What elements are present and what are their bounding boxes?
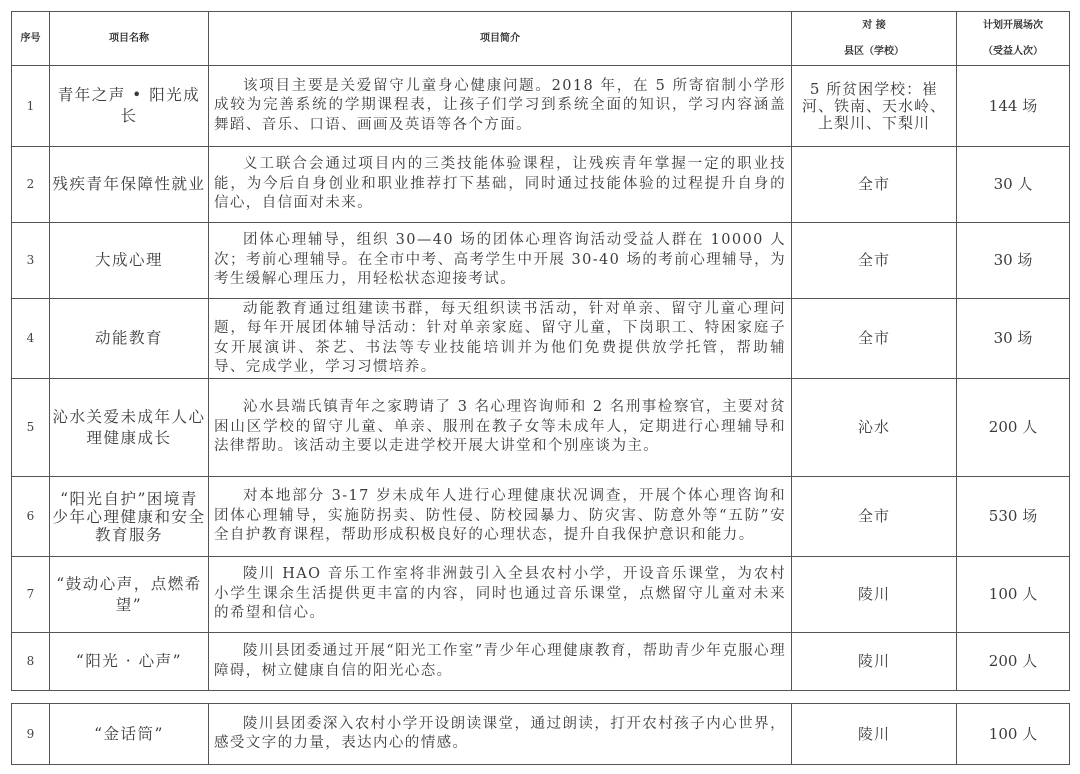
row-count: 200 人 bbox=[957, 379, 1070, 477]
header-region-line2: 县区（学校） bbox=[844, 45, 904, 57]
table-row bbox=[12, 557, 1070, 633]
row-name: “阳光 · 心声” bbox=[50, 633, 209, 691]
row-name: “金话筒” bbox=[50, 704, 209, 765]
row-count: 144 场 bbox=[957, 66, 1070, 147]
row-region: 沁水 bbox=[792, 379, 957, 477]
row-region: 陵川 bbox=[792, 704, 957, 765]
row-description: 动能教育通过组建读书群，每天组织读书活动，针对单亲、留守儿童心理问题，每年开展团体辅导活动：针对单亲家庭、留守儿童，下岗职工、特困家庭子女开展演讲、茶艺、书法等专业技能培训并为他们免费提供放学托管，帮助辅导、完成学业，学习习惯培养。 bbox=[209, 299, 792, 379]
row-description: 义工联合会通过项目内的三类技能体验课程，让残疾青年掌握一定的职业技能，为今后自身创业和职业推荐打下基础，同时通过技能体验的过程提升自身的信心，自信面对未来。 bbox=[209, 147, 792, 223]
row-index: 5 bbox=[12, 379, 50, 477]
row-count: 30 场 bbox=[957, 299, 1070, 379]
row-description: 对本地部分 3-17 岁未成年人进行心理健康状况调查，开展个体心理咨询和团体心理辅导，实施防拐卖、防性侵、防校园暴力、防灾害、防意外等“五防”安全自护教育课程，帮助形成积极良好的心理状态，提升自我保护意识和能力。 bbox=[209, 477, 792, 557]
row-region: 全市 bbox=[792, 223, 957, 299]
table-row bbox=[12, 704, 1070, 765]
header-description: 项目简介 bbox=[209, 12, 792, 66]
table-row bbox=[12, 147, 1070, 223]
header-region-line1: 对 接 bbox=[862, 19, 886, 31]
row-name: 动能教育 bbox=[50, 299, 209, 379]
table-row bbox=[12, 223, 1070, 299]
row-index: 7 bbox=[12, 557, 50, 633]
row-index: 1 bbox=[12, 66, 50, 147]
row-description: 团体心理辅导，组织 30—40 场的团体心理咨询活动受益人群在 10000 人次；考前心理辅导。在全市中考、高考学生中开展 30-40 场的考前心理辅导，为考生缓解心理压力，用轻松状态迎接考试。 bbox=[209, 223, 792, 299]
header-count-line2: （受益人次） bbox=[983, 45, 1043, 57]
row-index: 8 bbox=[12, 633, 50, 691]
row-name: “阳光自护”困境青少年心理健康和安全教育服务 bbox=[50, 477, 209, 557]
row-count: 30 场 bbox=[957, 223, 1070, 299]
row-name: 沁水关爱未成年人心理健康成长 bbox=[50, 379, 209, 477]
row-name: 青年之声 • 阳光成长 bbox=[50, 66, 209, 147]
row-region: 5 所贫困学校：崔河、铁南、天水岭、上梨川、下梨川 bbox=[792, 66, 957, 147]
row-index: 4 bbox=[12, 299, 50, 379]
row-index: 6 bbox=[12, 477, 50, 557]
row-description: 该项目主要是关爱留守儿童身心健康问题。2018 年，在 5 所寄宿制小学形成较为完善系统的学期课程表，让孩子们学习到系统全面的知识，学习内容涵盖舞蹈、音乐、口语、画画及英语等各个方面。 bbox=[209, 66, 792, 147]
header-count-line1: 计划开展场次 bbox=[983, 19, 1043, 31]
row-description: 陵川 HAO 音乐工作室将非洲鼓引入全县农村小学，开设音乐课堂，为农村小学生课余生活提供更丰富的内容，同时也通过音乐课堂，点燃留守儿童对未来的希望和信心。 bbox=[209, 557, 792, 633]
header-name: 项目名称 bbox=[50, 12, 209, 66]
row-count: 530 场 bbox=[957, 477, 1070, 557]
row-count: 30 人 bbox=[957, 147, 1070, 223]
table-header-row bbox=[12, 12, 1070, 66]
row-region: 全市 bbox=[792, 147, 957, 223]
project-table-continued bbox=[11, 703, 1070, 765]
row-index: 3 bbox=[12, 223, 50, 299]
row-count: 200 人 bbox=[957, 633, 1070, 691]
table-row bbox=[12, 299, 1070, 379]
row-region: 全市 bbox=[792, 477, 957, 557]
row-index: 2 bbox=[12, 147, 50, 223]
row-description: 陵川县团委深入农村小学开设朗读课堂，通过朗读，打开农村孩子内心世界，感受文字的力量，表达内心的情感。 bbox=[209, 704, 792, 765]
row-region: 陵川 bbox=[792, 633, 957, 691]
header-index: 序号 bbox=[12, 12, 50, 66]
row-name: 大成心理 bbox=[50, 223, 209, 299]
row-description: 沁水县端氏镇青年之家聘请了 3 名心理咨询师和 2 名刑事检察官，主要对贫困山区学校的留守儿童、单亲、服刑在教子女等未成年人，定期进行心理辅导和法律帮助。该活动主要以走进学校开展大讲堂和个别座谈为主。 bbox=[209, 379, 792, 477]
header-region bbox=[792, 12, 957, 66]
row-name: “鼓动心声，点燃希望” bbox=[50, 557, 209, 633]
table-row bbox=[12, 66, 1070, 147]
header-count bbox=[957, 12, 1070, 66]
row-count: 100 人 bbox=[957, 704, 1070, 765]
row-index: 9 bbox=[12, 704, 50, 765]
table-row bbox=[12, 633, 1070, 691]
row-name: 残疾青年保障性就业 bbox=[50, 147, 209, 223]
project-table bbox=[11, 11, 1070, 691]
table-row bbox=[12, 379, 1070, 477]
row-region: 全市 bbox=[792, 299, 957, 379]
table-row bbox=[12, 477, 1070, 557]
row-description: 陵川县团委通过开展“阳光工作室”青少年心理健康教育，帮助青少年克服心理障碍，树立健康自信的阳光心态。 bbox=[209, 633, 792, 691]
row-region: 陵川 bbox=[792, 557, 957, 633]
row-count: 100 人 bbox=[957, 557, 1070, 633]
